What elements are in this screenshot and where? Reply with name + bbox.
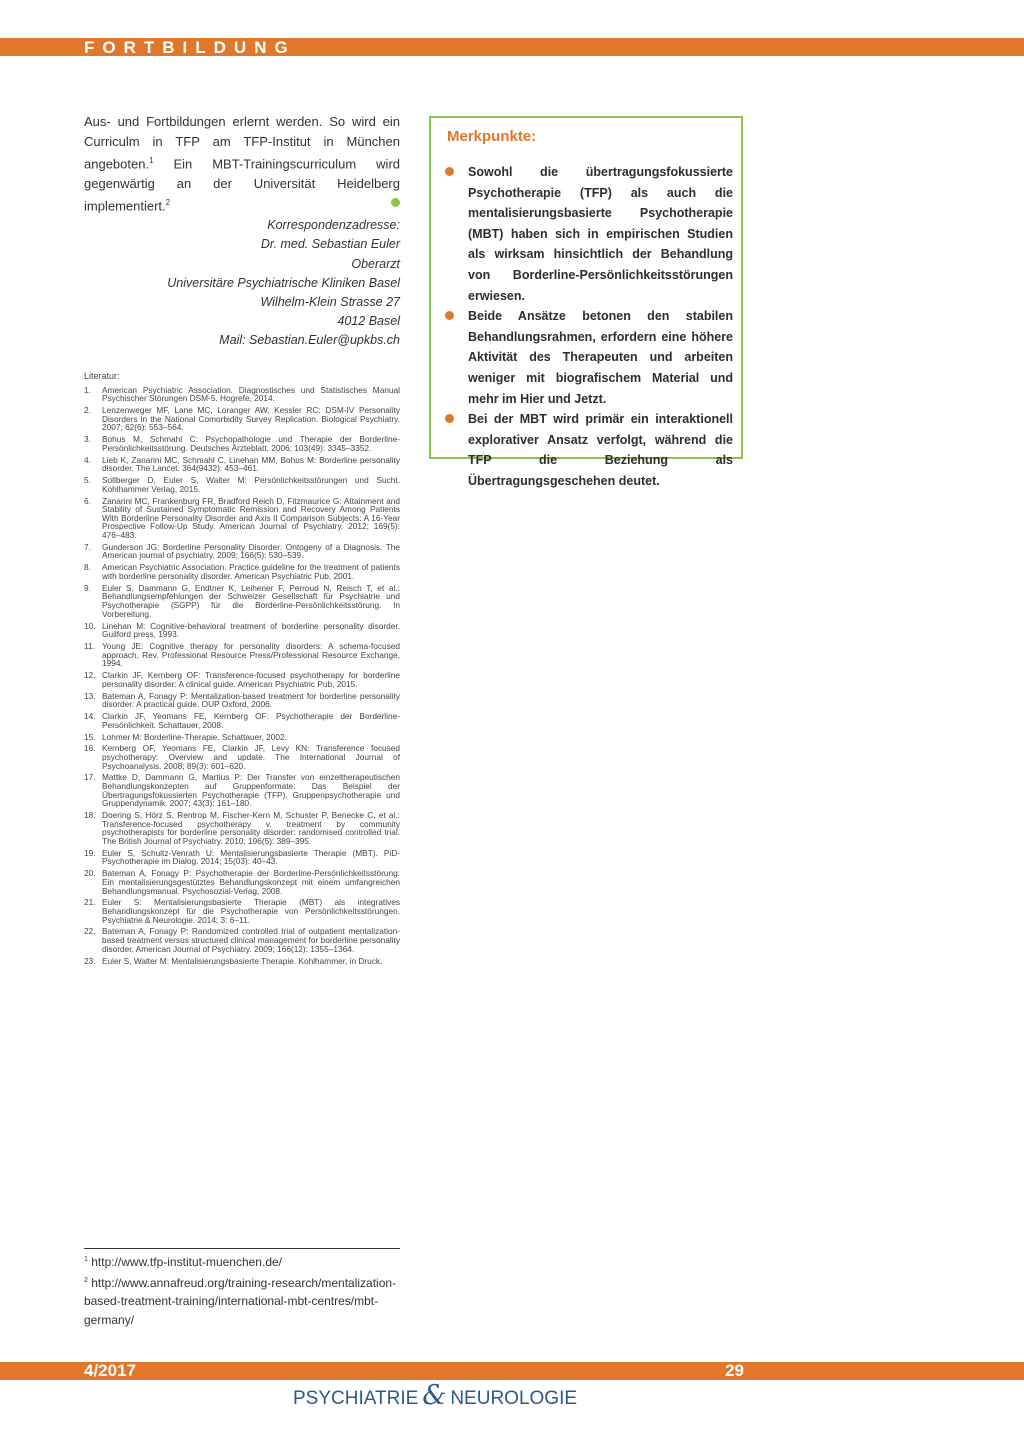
journal-ampersand: & <box>422 1380 447 1411</box>
footnote-1-link[interactable]: http://www.tfp-institut-muenchen.de/ <box>87 1255 282 1269</box>
left-column <box>84 112 400 968</box>
reference-number: 9. <box>84 582 91 593</box>
issue-label: 4/2017 <box>84 1361 136 1380</box>
reference-number: 3. <box>84 434 91 445</box>
journal-name-left: PSYCHIATRIE <box>293 1388 419 1409</box>
reference-text: Sollberger D, Euler S, Walter M: Persönlichkeitsstörungen und Sucht. Kohlhammer Verlag, 2015. <box>102 475 400 494</box>
reference-item <box>84 773 400 807</box>
reference-text: Lohmer M: Borderline-Therapie. Schattauer, 2002. <box>102 731 287 742</box>
reference-text: American Psychiatric Association. Diagnostisches und Statistisches Manual Psychischer Störungen DSM-5. Hogrefe, 2014. <box>102 384 400 404</box>
footnote-1-number: 1 <box>84 1256 88 1263</box>
reference-number: 18. <box>84 810 96 821</box>
reference-number: 16. <box>84 743 96 754</box>
reference-item <box>84 497 400 540</box>
reference-number: 14. <box>84 711 96 722</box>
reference-text: Lieb K, Zanarini MC, Schmahl C, Linehan MM, Bohus M: Borderline personality disorder. The Lancet. 364(9432): 453–461. <box>102 454 400 474</box>
reference-item <box>84 476 400 493</box>
reference-number: 23. <box>84 955 96 966</box>
reference-text: Bohus M, Schmahl C: Psychopathologie und Therapie der Borderline-Persönlichkeitsstörung. Deutsches Ärzteblatt. 2006; 103(49): 3345–3352. <box>102 434 400 453</box>
reference-number: 20. <box>84 868 96 879</box>
reference-item <box>84 957 400 966</box>
reference-text: Bateman A, Fonagy P: Mentalization-based treatment for borderline personality disorder: A practical guide. OUP Oxford, 2006. <box>102 690 400 710</box>
journal-name-right: NEUROLOGIE <box>450 1388 578 1409</box>
reference-item <box>84 744 400 770</box>
reference-number: 15. <box>84 731 96 742</box>
reference-text: Linehan M: Cognitive-behavioral treatment of borderline personality disorder. Guilford press, 1993. <box>102 620 400 640</box>
reference-item <box>84 563 400 580</box>
reference-number: 5. <box>84 475 91 486</box>
page-number: 29 <box>725 1361 744 1380</box>
intro-text: Aus- und Fortbildungen erlernt werden. So wird ein Curriculm in TFP am TFP-Institut in München angeboten. <box>84 114 400 172</box>
key-point-item <box>445 162 733 306</box>
reference-number: 19. <box>84 847 96 858</box>
reference-text: Bateman A, Fonagy P: Randomized controlled trial of outpatient mentalization-based treatment versus structured clinical management for borderline personality disorder. American Journal of Psychiatry. 2009; 166(12): 1355–1364. <box>102 926 400 954</box>
key-point-item <box>445 409 733 491</box>
reference-text: Gunderson JG: Borderline Personality Disorder: Ontogeny of a Diagnosis. The American journal of psychiatry. 2009; 166(5): 530–539. <box>102 541 400 561</box>
key-point-text: Sowohl die übertragungsfokussierte Psychotherapie (TFP) als auch die mentalisierungsbasierte Psychotherapie (MBT) haben sich in empirischen Studien als wirksam hinsichtlich der Behandlung von Borderline-Persönlichkeitsstörungen erwiesen. <box>468 165 733 303</box>
footnote-ref-1: 1 <box>149 156 154 165</box>
reference-item <box>84 584 400 618</box>
reference-item <box>84 543 400 560</box>
key-point-item <box>445 306 733 409</box>
reference-text: Kernberg OF, Yeomans FE, Clarkin JF, Levy KN: Transference focused psychotherapy: Overview and update. The International Journal of Psychoanalysis. 2008; 89(3): 601–620. <box>102 743 400 771</box>
reference-item <box>84 622 400 639</box>
key-point-text: Beide Ansätze betonen den stabilen Behandlungsrahmen, erfordern eine höhere Aktivität des Therapeuten und arbeiten weniger mit biografischem Material und mehr im Hier und Jetzt. <box>468 309 733 406</box>
key-points-title: Merkpunkte: <box>447 128 537 145</box>
reference-item <box>84 671 400 688</box>
footnote-ref-2: 2 <box>165 198 171 208</box>
intro-paragraph <box>84 112 400 216</box>
reference-number: 13. <box>84 690 96 701</box>
reference-text: Zanarini MC, Frankenburg FR, Bradford Reich D, Fitzmaurice G: Attainment and Stability of Sustained Symptomatic Remission and Recovery Among Patients With Borderline Personality Disorder and Axis II Comparison Subjects: A 16-Year Prospective Follow-Up Study. American Journal of Psychiatry. 2012; 169(5): 476–483. <box>102 495 400 540</box>
reference-text: Euler S, Dammann G, Endtner K, Leihener F, Perroud N, Reisch T, et al.: Behandlungsempfehlungen der Schweizer Gesellschaft für Psychiatrie und Psychotherapie (SGPP) für die Borderline-Persönlichkeitsstörung. In Vorbereitung. <box>102 582 400 619</box>
reference-item <box>84 927 400 953</box>
key-points-box <box>429 116 743 488</box>
key-point-text: Bei der MBT wird primär ein interaktionell explorativer Ansatz verfolgt, während die TFP die Beziehung als Übertragungsgeschehen deutet. <box>468 412 733 488</box>
reference-text: Euler S, Walter M: Mentalisierungsbasierte Therapie. Kohlhammer, in Druck. <box>102 955 383 966</box>
reference-item <box>84 692 400 709</box>
reference-text: Bateman A, Fonagy P: Psychotherapie der Borderline-Persönlichkeitsstörung: Ein mentalisierungsgestütztes Behandlungskonzept mit einem umfangreichen Behandlungsmanual. Psychosozial-Verlag, 2008. <box>102 868 400 896</box>
key-points-list <box>445 162 733 492</box>
reference-text: Clarkin JF, Kernberg OF: Transference-focused psychotherapy for borderline personality disorder: A clinical guide. American Psychiatric Pub, 2015. <box>102 670 400 689</box>
reference-text: Mattke D, Dammann G, Martius P: Der Transfer von einzeltherapeutischen Behandlungskonzepten auf Gruppenformate: Das Beispiel der Übertragungsfokussierten Psychotherapie (TFP). Gruppenpsychotherapie und Gruppendynamik. 2007; 43(3): 161–180. <box>102 772 400 809</box>
reference-number: 7. <box>84 541 91 552</box>
reference-text: Doering S, Hörz S, Rentrop M, Fischer-Kern M, Schuster P, Benecke C, et al.: Transference-focused psychotherapy v. treatment by community psychotherapists for borderline personality disorder: randomised controlled trial. The British Journal of Psychiatry. 2010; 196(5): 389–395. <box>102 810 400 846</box>
address-street: Wilhelm-Klein Strasse 27 <box>260 294 400 309</box>
footnote-2-link[interactable]: http://www.annafreud.org/training-research/mentalization-based-treatment-training/international-mbt-centres/mbt-germany/ <box>84 1275 397 1327</box>
reference-item <box>84 456 400 473</box>
reference-number: 2. <box>84 405 91 416</box>
section-title: FORTBILDUNG <box>84 38 296 57</box>
reference-item <box>84 849 400 866</box>
reference-number: 22. <box>84 926 96 937</box>
footer-band <box>0 1362 1024 1380</box>
reference-item <box>84 712 400 729</box>
reference-number: 1. <box>84 384 91 395</box>
end-mark-icon <box>391 198 400 207</box>
reference-number: 8. <box>84 562 91 573</box>
correspondence-address <box>84 216 400 350</box>
reference-number: 4. <box>84 454 91 465</box>
reference-text: American Psychiatric Association. Practice guideline for the treatment of patients with borderline personality disorder. American Psychiatric Pub, 2001. <box>102 562 400 581</box>
address-name: Dr. med. Sebastian Euler <box>260 237 400 252</box>
reference-item <box>84 386 400 403</box>
reference-item <box>84 733 400 742</box>
reference-item <box>84 898 400 924</box>
reference-number: 17. <box>84 772 96 783</box>
address-mail[interactable]: Mail: Sebastian.Euler@upkbs.ch <box>219 333 400 348</box>
reference-text: Clarkin JF, Yeomans FE, Kernberg OF: Psychotherapie der Borderline-Persönlichkeit. Schattauer, 2008. <box>102 711 400 730</box>
literature-heading: Literatur: <box>84 370 120 381</box>
address-label: Korrespondenzadresse: <box>267 218 400 233</box>
footnotes <box>84 1251 400 1329</box>
reference-item <box>84 406 400 432</box>
footnote-2-number: 2 <box>84 1276 88 1284</box>
bullet-icon <box>445 414 454 423</box>
footnote-divider <box>84 1248 400 1249</box>
footnote-2 <box>84 1272 400 1330</box>
reference-text: Young JE: Cognitive therapy for personality disorders: A schema-focused approach, Rev. Professional Resource Press/Professional Resource Exchange, 1994. <box>102 640 400 669</box>
intro-text-2: Ein MBT-Trainingscurriculum wird gegenwärtig an der Universität Heidelberg implementiert. <box>84 156 400 214</box>
reference-item <box>84 642 400 668</box>
reference-item <box>84 435 400 452</box>
bullet-icon <box>445 167 454 176</box>
address-position: Oberarzt <box>351 256 400 271</box>
footnote-1 <box>84 1251 400 1272</box>
reference-list <box>84 386 400 966</box>
reference-item <box>84 811 400 845</box>
reference-text: Lenzenweger MF, Lane MC, Loranger AW, Kessler RC: DSM-IV Personality Disorders in the National Comorbidity Survey Replication. Biological Psychiatry. 2007; 62(6): 553–564. <box>102 405 400 433</box>
bullet-icon <box>445 311 454 320</box>
reference-number: 6. <box>84 495 91 506</box>
journal-logo <box>293 1382 577 1413</box>
reference-item <box>84 869 400 895</box>
reference-number: 11. <box>84 640 95 651</box>
reference-text: Euler S, Schultz-Venrath U: Mentalisierungsbasierte Therapie (MBT). PiD-Psychotherapie im Dialog. 2014; 15(03): 40–43. <box>102 847 400 867</box>
address-city: 4012 Basel <box>337 314 400 329</box>
address-institution: Universitäre Psychiatrische Kliniken Basel <box>167 275 400 290</box>
reference-number: 21. <box>84 897 96 908</box>
reference-text: Euler S: Mentalisierungsbasierte Therapie (MBT) als integratives Behandlungskonzept für die Psychotherapie von Persönlichkeitsstörungen. Psychiatrie & Neurologie. 2014; 3: 6–11. <box>102 897 400 925</box>
reference-number: 10. <box>84 620 96 631</box>
reference-number: 12. <box>84 670 96 681</box>
